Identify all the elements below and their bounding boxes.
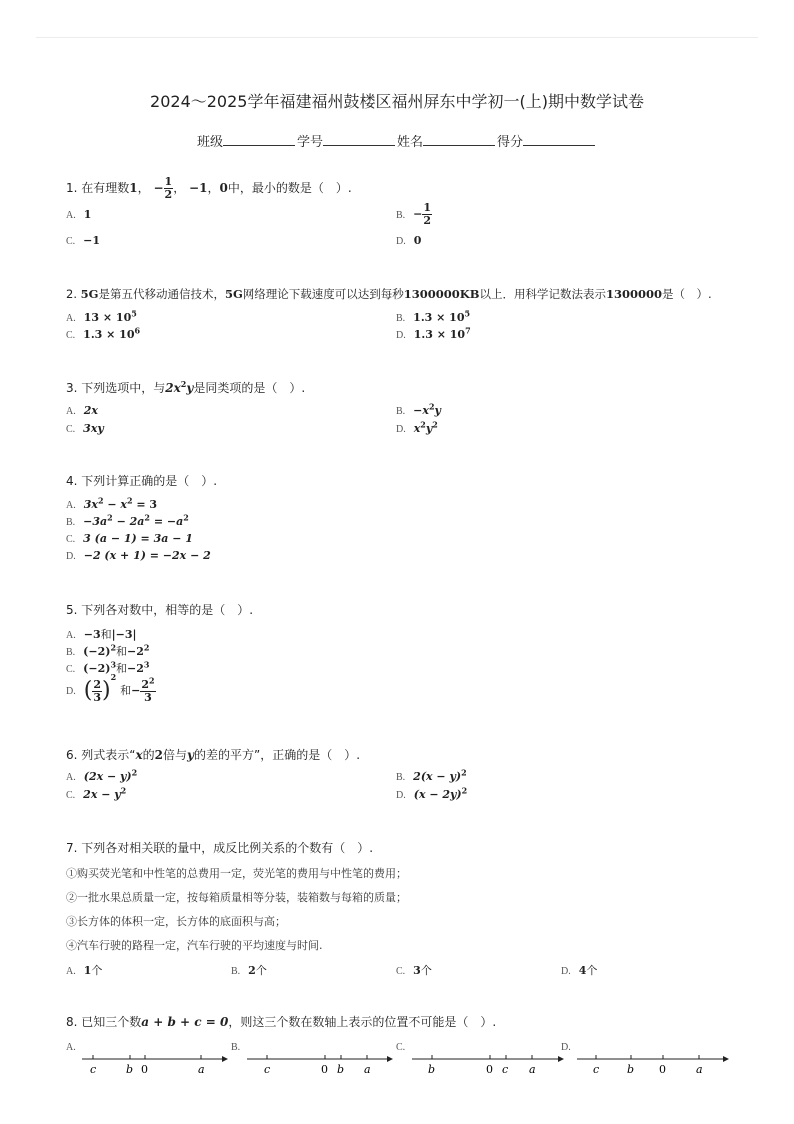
point-label: a <box>696 1063 703 1076</box>
question-8-option-c[interactable]: C. b 0 c a <box>396 1040 413 1053</box>
name-label: 姓名 <box>397 135 424 150</box>
point-label: b <box>337 1063 345 1076</box>
question-2-option-d[interactable]: D. $1.3 \times 10^7$ <box>396 325 471 341</box>
question-6-option-a[interactable]: A. $(2x - y)^2$ <box>66 767 138 783</box>
score-blank <box>523 133 595 146</box>
question-3-option-c[interactable]: C. 3xy <box>66 422 104 435</box>
question-5-option-c[interactable]: C. $(-2)^3$和$-2^3$ <box>66 659 150 675</box>
question-4-option-c[interactable]: C. 3 (a − 1) = 3a − 1 <box>66 532 193 545</box>
question-2-option-a[interactable]: A. $13 \times 10^5$ <box>66 308 137 324</box>
question-7-option-b[interactable]: B. 2个 <box>231 964 267 977</box>
question-4-option-a[interactable]: A. $3x^2 - x^2 = 3$ <box>66 495 158 511</box>
point-label: b <box>126 1063 134 1076</box>
fraction: $\frac{2^2}{3}$ <box>141 674 155 704</box>
number-line-b <box>245 1048 393 1080</box>
question-7-option-a[interactable]: A. 1个 <box>66 964 103 977</box>
question-3-stem: 3. 下列选项中，与$2x^2y$是同类项的是（ ）. <box>66 379 306 395</box>
point-label: 0 <box>141 1063 148 1076</box>
question-8-option-b[interactable]: B. c 0 b a <box>231 1040 248 1053</box>
question-1-option-a[interactable]: A. 1 <box>66 208 92 221</box>
fraction: $\frac{1}{2}$ <box>164 175 173 201</box>
question-6-option-b[interactable]: B. $2(x - y)^2$ <box>396 767 467 783</box>
name-blank <box>423 133 495 146</box>
question-7-option-d[interactable]: D. 4个 <box>561 964 598 977</box>
point-label: c <box>90 1063 97 1076</box>
point-label: b <box>627 1063 635 1076</box>
question-5-option-a[interactable]: A. −3和|−3| <box>66 628 137 641</box>
point-label: 0 <box>486 1063 493 1076</box>
question-6-option-c[interactable]: C. $2x - y^2$ <box>66 785 127 801</box>
score-label: 得分 <box>497 135 524 150</box>
question-7-option-c[interactable]: C. 3个 <box>396 964 432 977</box>
question-2-stem: 2. 5G是第五代移动通信技术，5G网络理论下载速度可以达到每秒1300000KB以上．用科学记数法表示1300000是（ ）. <box>66 287 712 301</box>
fraction: $\frac{1}{2}$ <box>423 201 432 227</box>
point-label: a <box>198 1063 205 1076</box>
question-1-stem: 1. 在有理数1， − $\frac{1}{2}$ ， −1，0中，最小的数是（ ）. <box>66 175 352 201</box>
question-1-option-b[interactable]: B. − $\frac{1}{2}$ <box>396 201 432 227</box>
question-8-stem: 8. 已知三个数a + b + c = 0，则这三个数在数轴上表示的位置不可能是（ ）. <box>66 1015 497 1029</box>
id-blank <box>323 133 395 146</box>
question-4-option-d[interactable]: D. −2 (x + 1) = −2x − 2 <box>66 549 211 562</box>
question-7-item-2: ②一批水果总质量一定，按每箱质量相等分装，装箱数与每箱的质量； <box>66 891 407 904</box>
question-5-stem: 5. 下列各对数中，相等的是（ ）. <box>66 603 254 617</box>
right-paren: ) <box>101 678 111 703</box>
question-7-item-4: ④汽车行驶的路程一定，汽车行驶的平均速度与时间. <box>66 939 323 952</box>
question-1-option-d[interactable]: D. 0 <box>396 234 422 247</box>
class-blank <box>223 133 295 146</box>
question-6-stem: 6. 列式表示“x的2倍与y的差的平方”，正确的是（ ）. <box>66 748 361 762</box>
question-6-option-d[interactable]: D. $(x - 2y)^2$ <box>396 785 468 801</box>
question-8-option-a[interactable]: A. c b 0 a <box>66 1040 84 1053</box>
question-3-option-a[interactable]: A. 2x <box>66 404 98 417</box>
number-line-c <box>410 1048 564 1080</box>
point-label: c <box>264 1063 271 1076</box>
question-7-item-3: ③长方体的体积一定，长方体的底面积与高； <box>66 915 286 928</box>
header-divider <box>36 37 758 38</box>
point-label: c <box>593 1063 600 1076</box>
question-5-option-b[interactable]: B. $(-2)^2$和$-2^2$ <box>66 642 150 658</box>
question-7-stem: 7. 下列各对相关联的量中，成反比例关系的个数有（ ）. <box>66 841 374 855</box>
question-7-item-1: ①购买荧光笔和中性笔的总费用一定，荧光笔的费用与中性笔的费用； <box>66 867 407 880</box>
point-label: a <box>364 1063 371 1076</box>
left-paren: ( <box>83 678 93 703</box>
number-line-a <box>80 1048 228 1080</box>
student-info-line <box>0 131 794 150</box>
point-label: 0 <box>659 1063 666 1076</box>
id-label: 学号 <box>296 135 323 150</box>
question-4-option-b[interactable]: B. $-3a^2 - 2a^2 = -a^2$ <box>66 512 189 528</box>
point-label: 0 <box>321 1063 328 1076</box>
number-line-d <box>575 1048 729 1080</box>
point-label: c <box>502 1063 509 1076</box>
question-3-option-b[interactable]: B. $-x^2y$ <box>396 401 441 417</box>
question-3-option-d[interactable]: D. $x^2y^2$ <box>396 419 438 435</box>
question-5-option-d[interactable]: D. ( $\frac{2}{3}$ )$^2$和− $\frac{2^2}{3}$ <box>66 672 155 704</box>
question-4-stem: 4. 下列计算正确的是（ ）. <box>66 474 218 488</box>
question-8-option-d[interactable]: D. c b 0 a <box>561 1040 579 1053</box>
question-2-option-b[interactable]: B. $1.3 \times 10^5$ <box>396 308 471 324</box>
exam-title: 2024～2025学年福建福州鼓楼区福州屏东中学初一(上)期中数学试卷 <box>150 92 644 111</box>
question-1-option-c[interactable]: C. −1 <box>66 234 101 247</box>
class-label: 班级 <box>196 135 223 150</box>
question-2-option-c[interactable]: C. $1.3 \times 10^6$ <box>66 325 141 341</box>
fraction: $\frac{2}{3}$ <box>93 677 101 704</box>
point-label: b <box>428 1063 436 1076</box>
point-label: a <box>529 1063 536 1076</box>
